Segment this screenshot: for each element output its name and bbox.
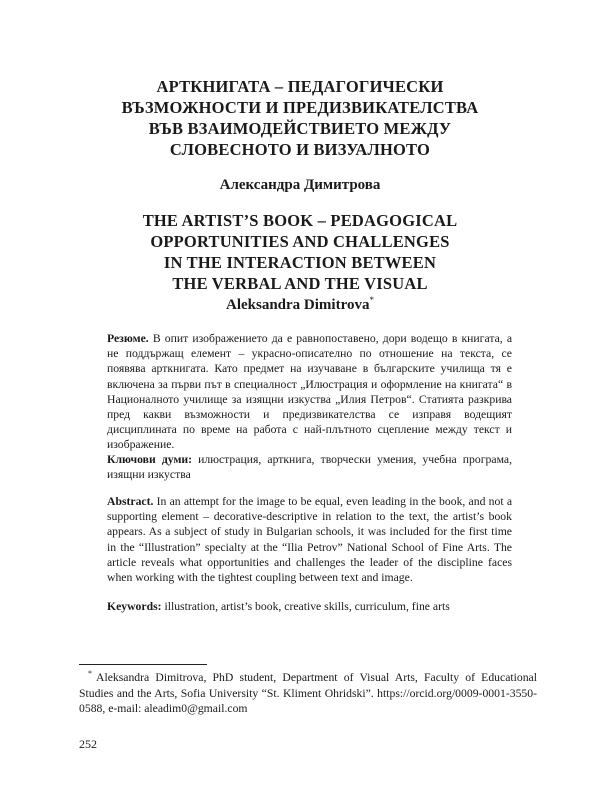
keywords-bg-label: Ключови думи:: [107, 453, 193, 466]
title-bg-line-1: АРТКНИГАТА – ПЕДАГОГИЧЕСКИ: [156, 77, 444, 96]
author-english: [60, 296, 540, 314]
abstract-en-text: In an attempt for the image to be equal, even leading in the book, and not a supporting element – decorative-descriptive in relation to the text, the artist’s book appears. As a subject of study in Bulgarian schools, it was included for the first time in the “Illustration” specialty at the “Ilia Petrov” National School of Fine Arts. The article reveals what opportunities and challenges the leader of the discipline faces when working with the tightest coupling between text and image.: [107, 495, 513, 585]
author-footnote-mark[interactable]: *: [369, 295, 374, 305]
author-bulgarian: Александра Димитрова: [219, 177, 381, 193]
title-bulgarian: [60, 76, 540, 160]
title-en-line-2: OPPORTUNITIES AND CHALLENGES: [150, 232, 450, 251]
keywords-english: [107, 599, 512, 614]
page-number: 252: [79, 737, 97, 751]
title-english: [60, 210, 540, 294]
keywords-en-label: Keywords:: [107, 600, 162, 613]
footnote: [79, 670, 537, 717]
title-bg-line-4: СЛОВЕСНОТО И ВИЗУАЛНОТО: [169, 140, 431, 159]
title-en-line-4: THE VERBAL AND THE VISUAL: [172, 274, 428, 293]
title-bg-line-3: ВЪВ ВЗАИМОДЕЙСТВИЕТО МЕЖДУ: [148, 119, 452, 138]
title-bg-line-2: ВЪЗМОЖНОСТИ И ПРЕДИЗВИКАТЕЛСТВА: [121, 98, 479, 117]
author-english-name: Aleksandra Dimitrova: [226, 297, 370, 313]
keywords-bg-text: илюстрация, арткнига, творчески умения, учебна програма, изящни изкуства: [107, 453, 512, 482]
abstract-bg-label: Резюме.: [107, 332, 149, 345]
abstract-bg-text: В опит изображението да е равнопоставено, дори водещо в книгата, а не поддържащ елемент – украсно-описателно по отношение на текста, се появява арткнигата. Като предмет на изучаване в българските училища тя е включена за първи път в специалност „Илюстрация и оформление на книгата“ в Националното училище за изящни изкуства „Илия Петров“. Статията разкрива пред какви възможности и предизвикателства се изправя водещият дисциплината по време на работа с най-плътното сцепление между текст и изображение.: [107, 332, 513, 452]
footnote-mark: *: [88, 669, 92, 679]
abstract-english: [107, 494, 512, 585]
footnote-text: Aleksandra Dimitrova, PhD student, Department of Visual Arts, Faculty of Educational Studies and the Arts, Sofia University “St. Kliment Ohridski”. https://orcid.org/0009-0001-3550-0588, e-mail: aleadim0@gmail.com: [79, 671, 537, 716]
title-en-line-3: IN THE INTERACTION BETWEEN: [163, 253, 437, 272]
abstract-bulgarian: [107, 331, 512, 453]
footnote-divider: [79, 664, 207, 665]
keywords-bulgarian: [107, 452, 512, 482]
keywords-en-text: illustration, artist’s book, creative skills, curriculum, fine arts: [164, 600, 450, 613]
title-en-line-1: THE ARTIST’S BOOK – PEDAGOGICAL: [142, 211, 458, 230]
abstract-en-label: Abstract.: [107, 495, 154, 508]
